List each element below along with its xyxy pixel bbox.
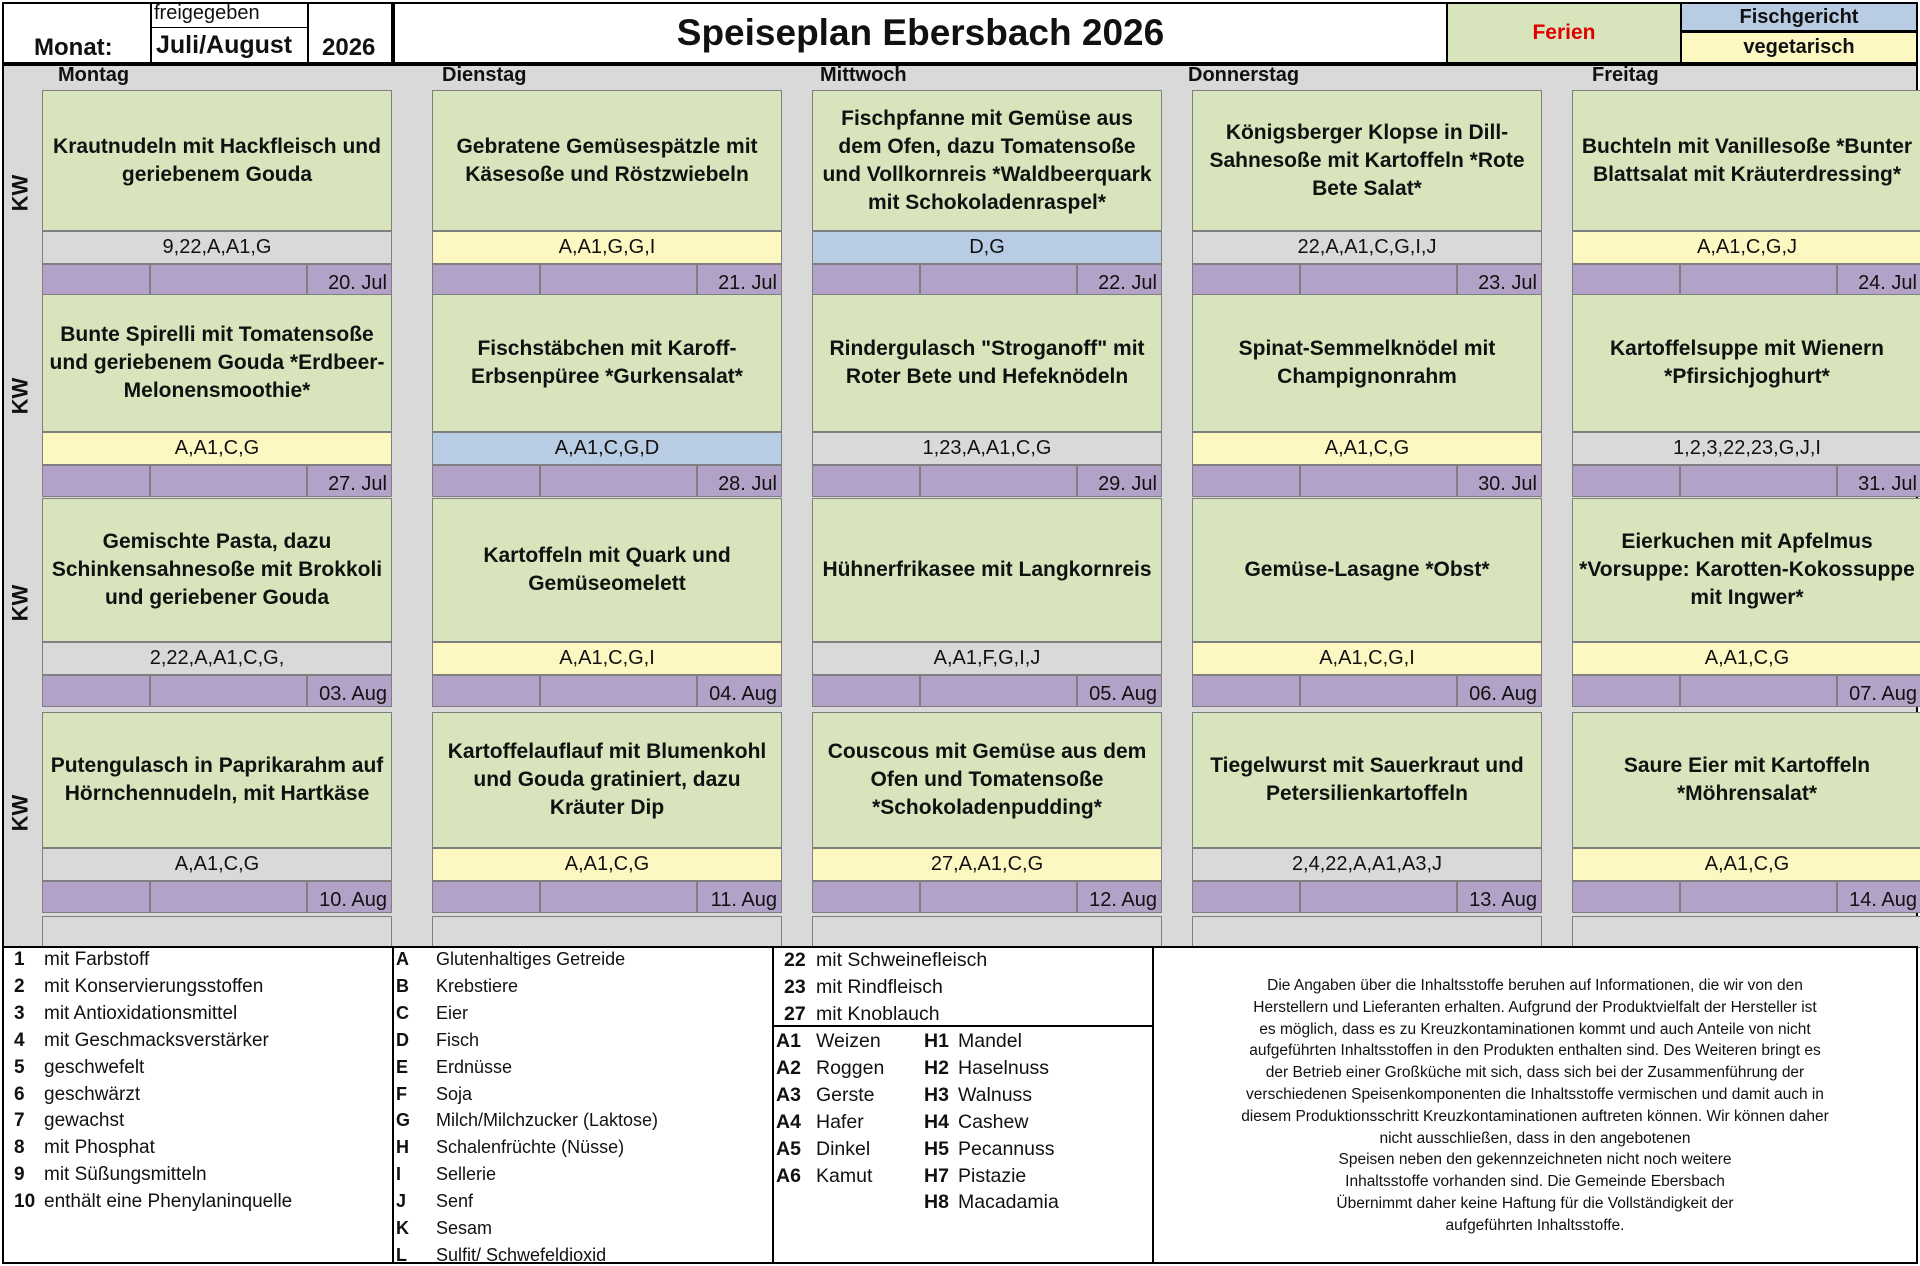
meal-cell: Buchteln mit Vanillesoße *Bunter Blattsalat mit Kräuterdressing* xyxy=(1572,90,1920,231)
legend-key: 2 xyxy=(14,975,25,997)
legend-key: H1 xyxy=(924,1030,949,1052)
legend-key: 27 xyxy=(784,1002,806,1025)
date-strip-cell xyxy=(1680,675,1837,707)
legend-text: Sesam xyxy=(436,1218,493,1238)
allergen-codes: D,G xyxy=(812,231,1162,264)
legend-item xyxy=(924,1165,1026,1188)
empty-row-cell xyxy=(812,916,1162,948)
legend-key: 9 xyxy=(14,1164,25,1186)
legend-key: J xyxy=(396,1191,407,1212)
legend-text: gewachst xyxy=(44,1110,125,1132)
allergen-codes: A,A1,C,G xyxy=(42,848,392,881)
legend-text: Kamut xyxy=(816,1164,873,1187)
date-label: 20. Jul xyxy=(307,264,392,296)
date-strip-cell xyxy=(920,465,1077,497)
legend-item xyxy=(776,1084,875,1107)
legend-text: Roggen xyxy=(816,1056,885,1079)
legend-text: Dinkel xyxy=(816,1137,871,1160)
date-label: 14. Aug xyxy=(1837,881,1920,913)
legend-key: H8 xyxy=(924,1191,949,1214)
allergen-codes: 1,2,3,22,23,G,J,I xyxy=(1572,432,1920,465)
legend-item xyxy=(396,976,518,997)
meal-cell: Kartoffelauflauf mit Blumenkohl und Gouda gratiniert, dazu Kräuter Dip xyxy=(432,712,782,848)
legend-key: K xyxy=(396,1218,409,1238)
allergen-codes: 2,4,22,A,A1,A3,J xyxy=(1192,848,1542,881)
legend-item xyxy=(924,1111,1028,1134)
date-label: 23. Jul xyxy=(1457,264,1542,296)
allergen-codes: 1,23,A,A1,C,G xyxy=(812,432,1162,465)
legend-item xyxy=(14,976,263,998)
date-label: 07. Aug xyxy=(1837,675,1920,707)
legend-item xyxy=(924,1191,1059,1214)
legend-text: Sellerie xyxy=(436,1164,497,1185)
allergen-codes: A,A1,C,G xyxy=(42,432,392,465)
legend-item xyxy=(776,1057,884,1080)
day-name-montag: Montag xyxy=(58,64,130,86)
legend-text: Mandel xyxy=(958,1030,1022,1052)
legend-text: Glutenhaltiges Getreide xyxy=(436,949,626,969)
legend-ferien xyxy=(1446,2,1682,64)
allergen-codes: A,A1,G,G,I xyxy=(432,231,782,264)
legend-divider xyxy=(772,946,774,1264)
empty-row-cell xyxy=(432,916,782,948)
meal-cell: Gebratene Gemüsespätzle mit Käsesoße und Röstzwiebeln xyxy=(432,90,782,231)
meal-cell: Hühnerfrikasee mit Langkornreis xyxy=(812,498,1162,642)
legend-key: F xyxy=(396,1083,407,1104)
legend-text: Milch/Milchzucker (Laktose) xyxy=(436,1110,659,1131)
legend-item xyxy=(14,1084,140,1106)
legend-text: Soja xyxy=(436,1083,473,1104)
legend-item xyxy=(396,1191,473,1212)
legend-key: A4 xyxy=(776,1110,801,1133)
date-strip-cell xyxy=(1192,675,1300,707)
date-strip-cell xyxy=(1192,881,1300,913)
monat-label: Monat: xyxy=(34,34,113,61)
date-label: 31. Jul xyxy=(1837,465,1920,497)
allergen-codes: 2,22,A,A1,C,G, xyxy=(42,642,392,675)
allergen-codes: A,A1,C,G,D xyxy=(432,432,782,465)
allergen-codes: A,A1,C,G,I xyxy=(1192,642,1542,675)
legend-item xyxy=(776,1165,872,1188)
date-label: 10. Aug xyxy=(307,881,392,913)
date-strip-cell xyxy=(920,264,1077,296)
date-strip-cell xyxy=(432,881,540,913)
legend-item xyxy=(924,1030,1022,1053)
legend-key: 1 xyxy=(14,949,25,970)
date-label: 12. Aug xyxy=(1077,881,1162,913)
date-strip-cell xyxy=(1300,675,1457,707)
legend-text: mit Schweinefleisch xyxy=(816,949,988,971)
vegetarisch-label: vegetarisch xyxy=(1743,36,1855,58)
legend-item xyxy=(396,1084,472,1105)
date-label: 03. Aug xyxy=(307,675,392,707)
empty-row-cell xyxy=(1572,916,1920,948)
legend-text: Krebstiere xyxy=(436,975,519,996)
legend-key: B xyxy=(396,975,409,996)
header-divider xyxy=(150,2,152,64)
legend-item xyxy=(784,976,943,999)
legend-key: A6 xyxy=(776,1164,801,1187)
legend-text: Haselnuss xyxy=(958,1056,1050,1079)
legend-key: 8 xyxy=(14,1137,25,1159)
legend-item xyxy=(396,1164,496,1185)
allergen-codes: A,A1,C,G xyxy=(432,848,782,881)
legend-disclaimer-line: Inhaltsstoffe vorhanden sind. Die Gemeinde Ebersbach xyxy=(1345,1173,1725,1191)
legend-disclaimer-line: Die Angaben über die Inhaltsstoffe beruhen auf Informationen, die wir von den xyxy=(1267,977,1803,994)
date-strip-cell xyxy=(42,881,150,913)
legend-item xyxy=(14,1137,155,1159)
meal-cell: Eierkuchen mit Apfelmus *Vorsuppe: Karotten-Kokossuppe mit Ingwer* xyxy=(1572,498,1920,642)
meal-cell: Bunte Spirelli mit Tomatensoße und geriebenem Gouda *Erdbeer-Melonensmoothie* xyxy=(42,294,392,432)
legend-item xyxy=(396,1030,479,1051)
legend-text: mit Farbstoff xyxy=(44,949,150,970)
legend-item xyxy=(396,1110,658,1131)
date-strip-cell xyxy=(540,465,697,497)
legend-disclaimer-line: Speisen neben den gekennzeichneten nicht noch weitere xyxy=(1338,1151,1732,1169)
date-strip-cell xyxy=(150,881,307,913)
empty-row-cell xyxy=(1192,916,1542,948)
legend-disclaimer-line: Herstellern und Lieferanten erhalten. Aufgrund der Produktvielfalt der Hersteller ist xyxy=(1253,998,1817,1016)
meal-cell: Tiegelwurst mit Sauerkraut und Petersilienkartoffeln xyxy=(1192,712,1542,848)
legend-key: H xyxy=(396,1137,409,1158)
date-strip-cell xyxy=(432,264,540,296)
date-strip-cell xyxy=(1300,881,1457,913)
date-label: 05. Aug xyxy=(1077,675,1162,707)
kw-label xyxy=(0,90,40,296)
legend-text: Sulfit/ Schwefeldioxid xyxy=(436,1244,607,1265)
date-strip-cell xyxy=(1680,881,1837,913)
legend-key: E xyxy=(396,1056,409,1077)
date-strip-cell xyxy=(150,465,307,497)
legend-key: 10 xyxy=(14,1191,36,1213)
meal-cell: Fischstäbchen mit Karoff-Erbsenpüree *Gurkensalat* xyxy=(432,294,782,432)
day-name-dienstag: Dienstag xyxy=(442,64,527,86)
kw-text: KW xyxy=(7,377,32,414)
day-name-donnerstag: Donnerstag xyxy=(1188,64,1300,86)
meal-cell: Königsberger Klopse in Dill-Sahnesoße mit Kartoffeln *Rote Bete Salat* xyxy=(1192,90,1542,231)
legend-item xyxy=(776,1138,870,1161)
date-strip-cell xyxy=(42,264,150,296)
allergen-codes: 9,22,A,A1,G xyxy=(42,231,392,264)
allergen-codes: A,A1,C,G,I xyxy=(432,642,782,675)
legend-disclaimer-line: Übernimmt daher keine Haftung für die Vollständigkeit der xyxy=(1336,1195,1734,1212)
date-strip-cell xyxy=(1572,465,1680,497)
year-value: 2026 xyxy=(322,34,376,61)
legend-disclaimer-line: nicht ausschließen, dass in den angebotenen xyxy=(1379,1129,1691,1147)
legend-key: A xyxy=(396,949,409,969)
page-title: Speiseplan Ebersbach 2026 xyxy=(676,12,1165,53)
meal-cell: Saure Eier mit Kartoffeln *Möhrensalat* xyxy=(1572,712,1920,848)
meal-cell: Gemüse-Lasagne *Obst* xyxy=(1192,498,1542,642)
legend-item xyxy=(924,1057,1049,1080)
legend-item xyxy=(14,1110,124,1132)
date-strip-cell xyxy=(1572,881,1680,913)
legend-key: A2 xyxy=(776,1056,801,1079)
date-strip-cell xyxy=(920,675,1077,707)
legend-text: Pecannuss xyxy=(958,1137,1055,1160)
meal-cell: Gemischte Pasta, dazu Schinkensahnesoße mit Brokkoli und geriebener Gouda xyxy=(42,498,392,642)
legend-text: Macadamia xyxy=(958,1191,1059,1214)
legend-disclaimer-line: aufgeführten Inhaltsstoffen in den Produkten enthalten sind. Des Weiteren bringt es xyxy=(1249,1042,1821,1060)
legend-text: Eier xyxy=(436,1002,469,1023)
legend-disclaimer-line: der Betrieb einer Großküche mit sich, dass sich bei der Zusammenführung der xyxy=(1265,1064,1805,1082)
legend-text: Walnuss xyxy=(958,1083,1033,1106)
month-value: Juli/August xyxy=(156,31,293,59)
legend-text: enthält eine Phenylaninquelle xyxy=(44,1191,293,1213)
legend-item xyxy=(14,1030,269,1052)
legend-key: A5 xyxy=(776,1137,801,1160)
legend-text: mit Rindfleisch xyxy=(816,975,943,998)
date-label: 28. Jul xyxy=(697,465,782,497)
legend-text: Gerste xyxy=(816,1083,875,1106)
legend-key: D xyxy=(396,1029,409,1050)
date-label: 30. Jul xyxy=(1457,465,1542,497)
legend-text: Erdnüsse xyxy=(436,1056,513,1077)
date-label: 22. Jul xyxy=(1077,264,1162,296)
day-name-mittwoch: Mittwoch xyxy=(820,64,907,86)
legend-key: 23 xyxy=(784,975,806,998)
legend-item xyxy=(776,1111,864,1134)
date-strip-cell xyxy=(150,264,307,296)
date-label: 27. Jul xyxy=(307,465,392,497)
legend-item xyxy=(776,1030,881,1053)
date-strip-cell xyxy=(920,881,1077,913)
date-strip-cell xyxy=(150,675,307,707)
date-strip-cell xyxy=(1192,465,1300,497)
legend-divider xyxy=(392,946,394,1264)
legend-text: mit Konservierungsstoffen xyxy=(44,975,264,997)
legend-item xyxy=(396,1003,468,1024)
allergen-codes: A,A1,C,G xyxy=(1572,848,1920,881)
page-title-box xyxy=(393,2,1448,64)
date-strip-cell xyxy=(42,465,150,497)
legend-item xyxy=(396,1245,606,1266)
fischgericht-label: Fischgericht xyxy=(1739,5,1859,28)
legend-text: mit Antioxidationsmittel xyxy=(44,1002,238,1024)
legend-key: H5 xyxy=(924,1137,949,1160)
legend-item xyxy=(14,949,149,971)
date-label: 04. Aug xyxy=(697,675,782,707)
legend-key: 4 xyxy=(14,1029,25,1051)
date-label: 11. Aug xyxy=(697,881,782,913)
date-strip-cell xyxy=(540,264,697,296)
day-name-freitag: Freitag xyxy=(1592,64,1659,86)
date-label: 13. Aug xyxy=(1457,881,1542,913)
legend-vegetarisch xyxy=(1680,31,1918,64)
legend-disclaimer-line: es möglich, dass es zu Kreuzkontaminationen kommt und auch Anteile von nicht xyxy=(1259,1020,1811,1038)
legend-text: Pistazie xyxy=(958,1164,1027,1187)
kw-text: KW xyxy=(7,584,32,621)
kw-text: KW xyxy=(7,794,32,831)
freigegeben-label: freigegeben xyxy=(154,2,260,24)
legend-text: Hafer xyxy=(816,1110,864,1133)
legend-key: H4 xyxy=(924,1110,949,1133)
meal-cell: Rindergulasch "Stroganoff" mit Roter Bete und Hefeknödeln xyxy=(812,294,1162,432)
legend-key: 7 xyxy=(14,1110,25,1132)
legend-divider xyxy=(1152,946,1154,1264)
date-strip-cell xyxy=(1572,264,1680,296)
legend-key: I xyxy=(396,1164,402,1185)
legend-item xyxy=(924,1138,1054,1161)
legend-item xyxy=(396,1057,512,1078)
legend-item xyxy=(14,1003,237,1025)
meal-cell: Kartoffelsuppe mit Wienern *Pfirsichjoghurt* xyxy=(1572,294,1920,432)
allergen-codes: A,A1,F,G,I,J xyxy=(812,642,1162,675)
date-strip-cell xyxy=(1300,465,1457,497)
legend-key: L xyxy=(396,1244,407,1265)
legend-key: 6 xyxy=(14,1083,25,1105)
legend-item xyxy=(14,1191,292,1213)
meal-cell: Couscous mit Gemüse aus dem Ofen und Tomatensoße *Schokoladenpudding* xyxy=(812,712,1162,848)
empty-row-cell xyxy=(42,916,392,948)
date-strip-cell xyxy=(540,881,697,913)
date-label: 21. Jul xyxy=(697,264,782,296)
allergen-codes: A,A1,C,G,J xyxy=(1572,231,1920,264)
meal-cell: Kartoffeln mit Quark und Gemüseomelett xyxy=(432,498,782,642)
legend-item xyxy=(924,1084,1032,1107)
legend-fischgericht xyxy=(1680,2,1918,32)
legend-key: A1 xyxy=(776,1030,801,1052)
date-strip-cell xyxy=(432,675,540,707)
legend-item xyxy=(784,1003,940,1026)
header-underline xyxy=(152,27,308,28)
legend-key: G xyxy=(396,1110,411,1131)
legend-text: Senf xyxy=(436,1191,474,1212)
legend-key: 22 xyxy=(784,949,806,971)
legend-item xyxy=(784,949,987,972)
legend-text: Schalenfrüchte (Nüsse) xyxy=(436,1137,625,1158)
legend-text: mit Phosphat xyxy=(44,1137,155,1159)
legend-item xyxy=(396,1137,624,1158)
legend-text: mit Knoblauch xyxy=(816,1002,940,1025)
ferien-label: Ferien xyxy=(1532,21,1596,44)
legend-text: geschwefelt xyxy=(44,1056,145,1078)
date-strip-cell xyxy=(540,675,697,707)
legend-text: geschwärzt xyxy=(44,1083,141,1105)
date-label: 06. Aug xyxy=(1457,675,1542,707)
date-strip-cell xyxy=(1680,264,1837,296)
allergen-codes: A,A1,C,G xyxy=(1192,432,1542,465)
date-strip-cell xyxy=(1192,264,1300,296)
date-label: 24. Jul xyxy=(1837,264,1920,296)
date-strip-cell xyxy=(1300,264,1457,296)
legend-key: H3 xyxy=(924,1083,949,1106)
legend-item xyxy=(14,1057,144,1079)
date-strip-cell xyxy=(812,881,920,913)
legend-text: Fisch xyxy=(436,1029,480,1050)
legend-disclaimer-line: diesem Produktionsschritt Kreuzkontaminationen auftreten können. Wir können daher xyxy=(1241,1107,1829,1125)
legend-key: A3 xyxy=(776,1083,801,1106)
legend-disclaimer-line: aufgeführten Inhaltsstoffe. xyxy=(1445,1216,1625,1234)
date-strip-cell xyxy=(812,465,920,497)
header-divider xyxy=(307,2,309,64)
date-strip-cell xyxy=(42,675,150,707)
legend-item xyxy=(396,949,625,970)
meal-cell: Fischpfanne mit Gemüse aus dem Ofen, dazu Tomatensoße und Vollkornreis *Waldbeerquark mit Schokoladenraspel* xyxy=(812,90,1162,231)
kw-text: KW xyxy=(7,174,32,212)
allergen-codes: 27,A,A1,C,G xyxy=(812,848,1162,881)
legend-key: H2 xyxy=(924,1056,949,1079)
legend-item xyxy=(396,1218,492,1239)
legend-text: Weizen xyxy=(816,1030,881,1052)
legend-text: mit Süßungsmitteln xyxy=(44,1164,207,1186)
legend-text: Cashew xyxy=(958,1110,1029,1133)
kw-label xyxy=(0,712,40,913)
allergen-codes: 22,A,A1,C,G,I,J xyxy=(1192,231,1542,264)
legend-disclaimer-line: verschiedenen Speisenkomponenten die Inhaltsstoffe vermischen und damit auch in xyxy=(1246,1086,1824,1103)
date-strip-cell xyxy=(1680,465,1837,497)
meal-cell: Spinat-Semmelknödel mit Champignonrahm xyxy=(1192,294,1542,432)
legend-text: mit Geschmacksverstärker xyxy=(44,1029,269,1051)
meal-cell: Krautnudeln mit Hackfleisch und geriebenem Gouda xyxy=(42,90,392,231)
kw-label xyxy=(0,498,40,707)
legend-key: C xyxy=(396,1002,409,1023)
kw-label xyxy=(0,294,40,497)
date-strip-cell xyxy=(1572,675,1680,707)
date-strip-cell xyxy=(812,264,920,296)
legend-item xyxy=(14,1164,207,1186)
date-strip-cell xyxy=(812,675,920,707)
allergen-codes: A,A1,C,G xyxy=(1572,642,1920,675)
meal-cell: Putengulasch in Paprikarahm auf Hörnchennudeln, mit Hartkäse xyxy=(42,712,392,848)
legend-key: 5 xyxy=(14,1056,25,1078)
date-label: 29. Jul xyxy=(1077,465,1162,497)
legend-key: H7 xyxy=(924,1164,949,1187)
legend-key: 3 xyxy=(14,1002,25,1024)
date-strip-cell xyxy=(432,465,540,497)
